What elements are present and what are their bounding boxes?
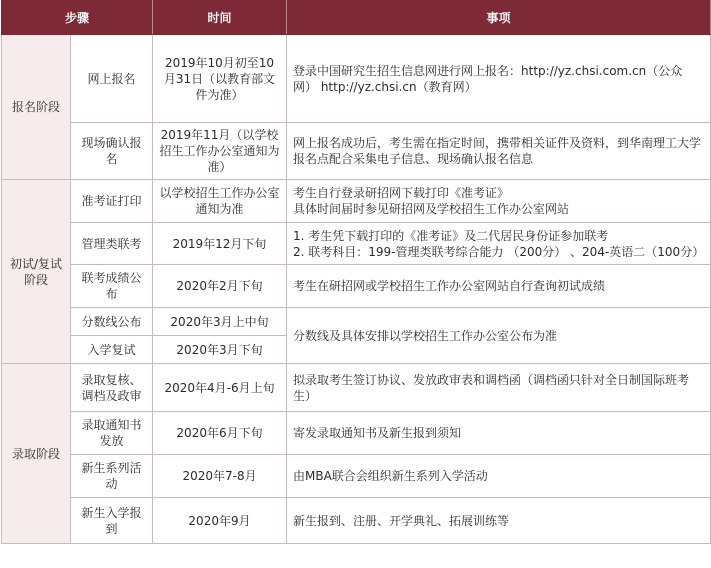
table-row: [2, 123, 711, 180]
schedule-table: [1, 0, 711, 544]
time-cell: 以学校招生工作办公室通知为准: [153, 180, 287, 223]
step-cell: 新生入学报到: [71, 498, 153, 544]
item-cell: 由MBA联合会组织新生系列入学活动: [287, 455, 711, 498]
stage-label: 初试/复试阶段: [2, 180, 71, 364]
time-cell: 2019年12月下旬: [153, 223, 287, 265]
time-cell: 2020年9月: [153, 498, 287, 544]
step-cell: 联考成绩公布: [71, 265, 153, 308]
step-cell: 分数线公布: [71, 308, 153, 336]
step-cell: 新生系列活动: [71, 455, 153, 498]
table-row: [2, 455, 711, 498]
item-cell: 拟录取考生签订协议、发放政审表和调档函（调档函只针对全日制国际班考生）: [287, 364, 711, 412]
item-line: 考生自行登录研招网下载打印《准考证》: [293, 186, 510, 200]
time-cell: 2019年10月初至10月31日（以教育部文件为准）: [153, 35, 287, 123]
time-cell: 2020年6月下旬: [153, 412, 287, 455]
step-cell: 网上报名: [71, 35, 153, 123]
item-cell: [287, 223, 711, 265]
step-cell: 管理类联考: [71, 223, 153, 265]
item-cell: 考生在研招网或学校招生工作办公室网站自行查询初试成绩: [287, 265, 711, 308]
stage-label: 报名阶段: [2, 35, 71, 180]
time-cell: 2019年11月（以学校招生工作办公室通知为准）: [153, 123, 287, 180]
time-cell: 2020年3月下旬: [153, 336, 287, 364]
table-row: [2, 35, 711, 123]
table-row: [2, 364, 711, 412]
item-cell: 网上报名成功后，考生需在指定时间，携带相关证件及资料，到华南理工大学报名点配合采集电子信息、现场确认报名信息: [287, 123, 711, 180]
step-cell: 录取复核、调档及政审: [71, 364, 153, 412]
step-cell: 现场确认报名: [71, 123, 153, 180]
time-cell: 2020年2月下旬: [153, 265, 287, 308]
time-cell: 2020年4月-6月上旬: [153, 364, 287, 412]
step-cell: 准考证打印: [71, 180, 153, 223]
table-row: [2, 180, 711, 223]
table-row: [2, 265, 711, 308]
header-item: 事项: [287, 1, 711, 35]
item-cell: [287, 180, 711, 223]
item-cell: 分数线及具体安排以学校招生工作办公室公布为准: [287, 308, 711, 364]
time-cell: 2020年7-8月: [153, 455, 287, 498]
item-line: 2. 联考科目：199-管理类联考综合能力 （200分） 、204-英语二（100分）: [293, 244, 705, 259]
header-row: [2, 1, 711, 35]
item-cell: 寄发录取通知书及新生报到须知: [287, 412, 711, 455]
table-row: [2, 223, 711, 265]
time-cell: 2020年3月上中旬: [153, 308, 287, 336]
stage-label: 录取阶段: [2, 364, 71, 544]
table-row: [2, 412, 711, 455]
item-cell: 登录中国研究生招生信息网进行网上报名：http://yz.chsi.com.cn（公众网） http://yz.chsi.cn（教育网）: [287, 35, 711, 123]
item-line: 1. 考生凭下载打印的《准考证》及二代居民身份证参加联考: [293, 228, 609, 243]
table-row: [2, 308, 711, 336]
header-time: 时间: [153, 1, 287, 35]
table-row: [2, 498, 711, 544]
item-cell: 新生报到、注册、开学典礼、拓展训练等: [287, 498, 711, 544]
step-cell: 录取通知书发放: [71, 412, 153, 455]
header-step: 步骤: [2, 1, 153, 35]
item-line: 具体时间届时参见研招网及学校招生工作办公室网站: [293, 202, 570, 216]
step-cell: 入学复试: [71, 336, 153, 364]
